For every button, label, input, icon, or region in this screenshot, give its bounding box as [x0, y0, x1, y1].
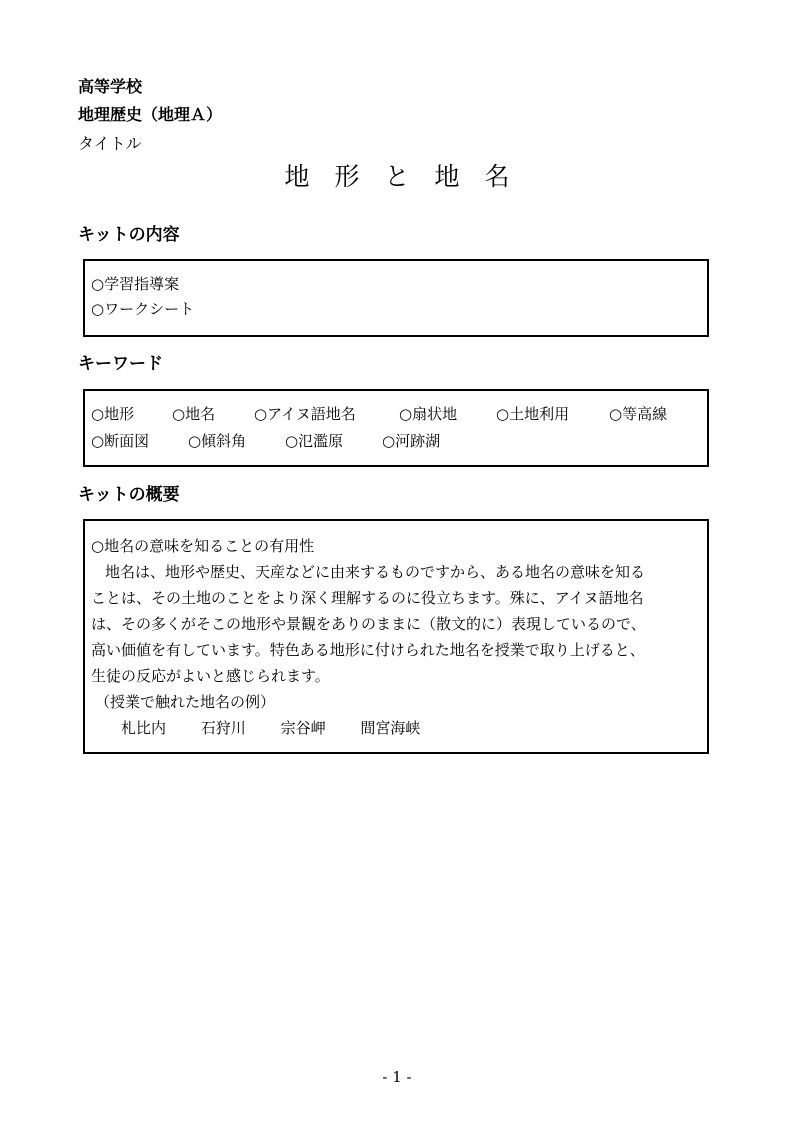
summary-paragraph-line: は、その多くがそこの地形や景観をありのままに（散文的に）表現しているので、: [91, 615, 646, 633]
kit-contents-box: [83, 259, 709, 337]
keyword-item: ○傾斜角: [188, 432, 247, 450]
example-place-name: 石狩川: [200, 719, 246, 737]
keywords-heading: キーワード: [78, 354, 163, 374]
summary-paragraph-line: 地名は、地形や歴史、天産などに由来するものですから、ある地名の意味を知る: [105, 563, 646, 581]
keywords-box: [83, 389, 709, 467]
kit-contents-heading: キットの内容: [78, 225, 180, 245]
example-place-name: 宗谷岬: [280, 719, 326, 737]
example-place-name: 間宮海峡: [360, 719, 421, 737]
keyword-item: ○断面図: [91, 432, 150, 450]
examples-list: [91, 715, 701, 741]
summary-subheading: ○地名の意味を知ることの有用性: [91, 537, 315, 555]
page-number: - 1 -: [382, 1068, 412, 1086]
keyword-item: ○土地利用: [496, 405, 570, 423]
page-title: 地 形 と 地 名: [284, 162, 510, 191]
kit-contents-item: ○ワークシート: [91, 300, 195, 318]
school-label: 高等学校: [78, 77, 143, 96]
summary-paragraph-line: 高い価値を有しています。特色ある地形に付けられた地名を授業で取り上げると、: [91, 641, 645, 659]
keyword-item: ○地名: [172, 405, 216, 423]
title-label: タイトル: [78, 134, 142, 153]
summary-paragraph-line: ことは、その土地のことをより深く理解するのに役立ちます。殊に、アイヌ語地名: [91, 589, 644, 607]
summary-heading: キットの概要: [78, 485, 180, 505]
keyword-item: ○氾濫原: [285, 432, 344, 450]
keywords-row-1: [91, 401, 701, 428]
kit-contents-item: ○学習指導案: [91, 275, 180, 293]
example-place-name: 札比内: [121, 719, 167, 737]
keywords-row-2: [91, 428, 701, 455]
subject-label: 地理歴史（地理Ａ）: [78, 105, 223, 124]
summary-box: [83, 519, 709, 754]
keyword-item: ○等高線: [609, 405, 668, 423]
keyword-item: ○アイヌ語地名: [254, 405, 356, 423]
keyword-item: ○地形: [91, 405, 135, 423]
keyword-item: ○扇状地: [399, 405, 458, 423]
summary-paragraph-line: 生徒の反応がよいと感じられます。: [91, 667, 330, 685]
keyword-item: ○河跡湖: [382, 432, 441, 450]
examples-label: （授業で触れた地名の例）: [95, 693, 276, 711]
